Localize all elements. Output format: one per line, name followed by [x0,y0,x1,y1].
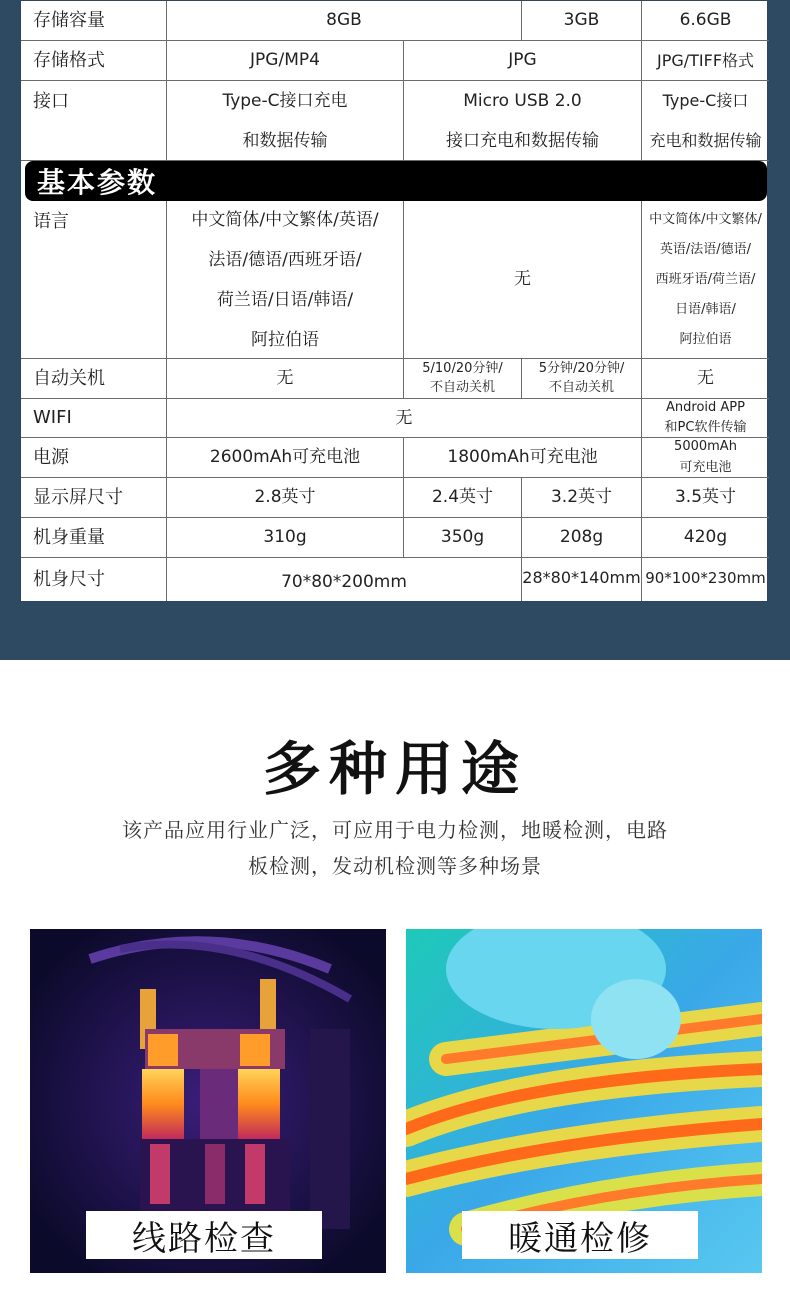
language-value-1-line-4: 阿拉伯语 [251,329,319,350]
screen-value-1: 2.8英寸 [167,478,404,518]
autooff-value-4: 无 [642,359,769,399]
autooff-value-3-line-2: 不自动关机 [548,379,614,395]
weight-value-1: 310g [167,518,404,558]
autooff-value-1: 无 [167,359,404,399]
language-value-3-line-3: 西班牙语/荷兰语/ [655,271,756,287]
row-label-screen: 显示屏尺寸 [21,478,167,518]
row-label-interface: 接口 [21,81,167,161]
row-label-weight: 机身重量 [21,518,167,558]
autooff-value-2-line-2: 不自动关机 [429,379,495,395]
autooff-value-2 [404,359,522,399]
weight-value-4: 420g [642,518,769,558]
autooff-value-2-line-1: 5/10/20分钟/ [422,360,503,376]
row-label-autooff: 自动关机 [21,359,167,399]
interface-value-3-line-2: 充电和数据传输 [649,130,762,150]
autooff-value-3 [522,359,642,399]
size-value-2: 28*80*140mm [522,558,642,601]
language-value-3-line-5: 阿拉伯语 [679,331,732,347]
capacity-value-1: 8GB [167,1,522,41]
interface-value-1-line-2: 和数据传输 [242,130,328,151]
section-header-basic-params: 基本参数 [25,161,767,201]
language-value-3 [642,201,769,359]
interface-value-1-line-1: Type-C接口充电 [222,90,348,111]
language-value-1 [167,201,404,359]
power-value-3 [642,438,769,478]
interface-value-2-line-2: 接口充电和数据传输 [446,130,599,151]
format-value-3: JPG/TIFF格式 [642,41,769,81]
row-label-power: 电源 [21,438,167,478]
power-value-3-line-2: 可充电池 [679,459,732,475]
wifi-value-2 [642,399,769,438]
language-value-1-line-2: 法语/德语/西班牙语/ [208,249,362,270]
power-value-2: 1800mAh可充电池 [404,438,642,478]
interface-value-1 [167,81,404,161]
usage-caption-hvac: 暖通检修 [462,1211,698,1259]
row-label-language: 语言 [21,201,167,359]
wifi-value-2-line-1: Android APP [666,399,745,415]
language-value-3-line-1: 中文简体/中文繁体/ [649,211,762,227]
row-label-wifi: WIFI [21,399,167,438]
interface-value-3 [642,81,769,161]
interface-value-2 [404,81,642,161]
usage-description [70,812,720,884]
language-value-2: 无 [404,201,642,359]
capacity-value-2: 3GB [522,1,642,41]
format-value-1: JPG/MP4 [167,41,404,81]
row-label-format: 存储格式 [21,41,167,81]
format-value-2: JPG [404,41,642,81]
wifi-value-2-line-2: 和PC软件传输 [664,420,747,435]
usage-caption-circuit: 线路检查 [86,1211,322,1259]
language-value-1-line-3: 荷兰语/日语/韩语/ [216,289,354,310]
power-value-1: 2600mAh可充电池 [167,438,404,478]
interface-value-2-line-1: Micro USB 2.0 [463,90,582,111]
language-value-3-line-2: 英语/法语/德语/ [659,241,752,257]
interface-value-3-line-1: Type-C接口 [662,90,749,110]
autooff-value-3-line-1: 5分钟/20分钟/ [538,360,625,376]
size-value-1: 70*80*200mm [167,558,522,601]
usage-card-hvac [406,929,762,1273]
power-value-3-line-1: 5000mAh [674,439,737,455]
screen-value-2: 2.4英寸 [404,478,522,518]
row-label-capacity: 存储容量 [21,1,167,41]
language-value-3-line-4: 日语/韩语/ [675,301,736,317]
weight-value-3: 208g [522,518,642,558]
screen-value-3: 3.2英寸 [522,478,642,518]
wifi-value-1: 无 [167,399,642,438]
size-value-3: 90*100*230mm [645,568,766,587]
usage-title: 多种用途 [262,735,527,803]
capacity-value-3: 6.6GB [642,1,769,41]
usage-description-line-1: 该产品应用行业广泛，可应用于电力检测，地暖检测，电路 [122,818,668,842]
row-label-size: 机身尺寸 [21,558,167,601]
screen-value-4: 3.5英寸 [642,478,769,518]
weight-value-2: 350g [404,518,522,558]
spec-table [20,0,768,602]
usage-description-line-2: 板检测，发动机检测等多种场景 [248,854,542,878]
language-value-1-line-1: 中文简体/中文繁体/英语/ [191,209,379,230]
usage-card-circuit [30,929,386,1273]
